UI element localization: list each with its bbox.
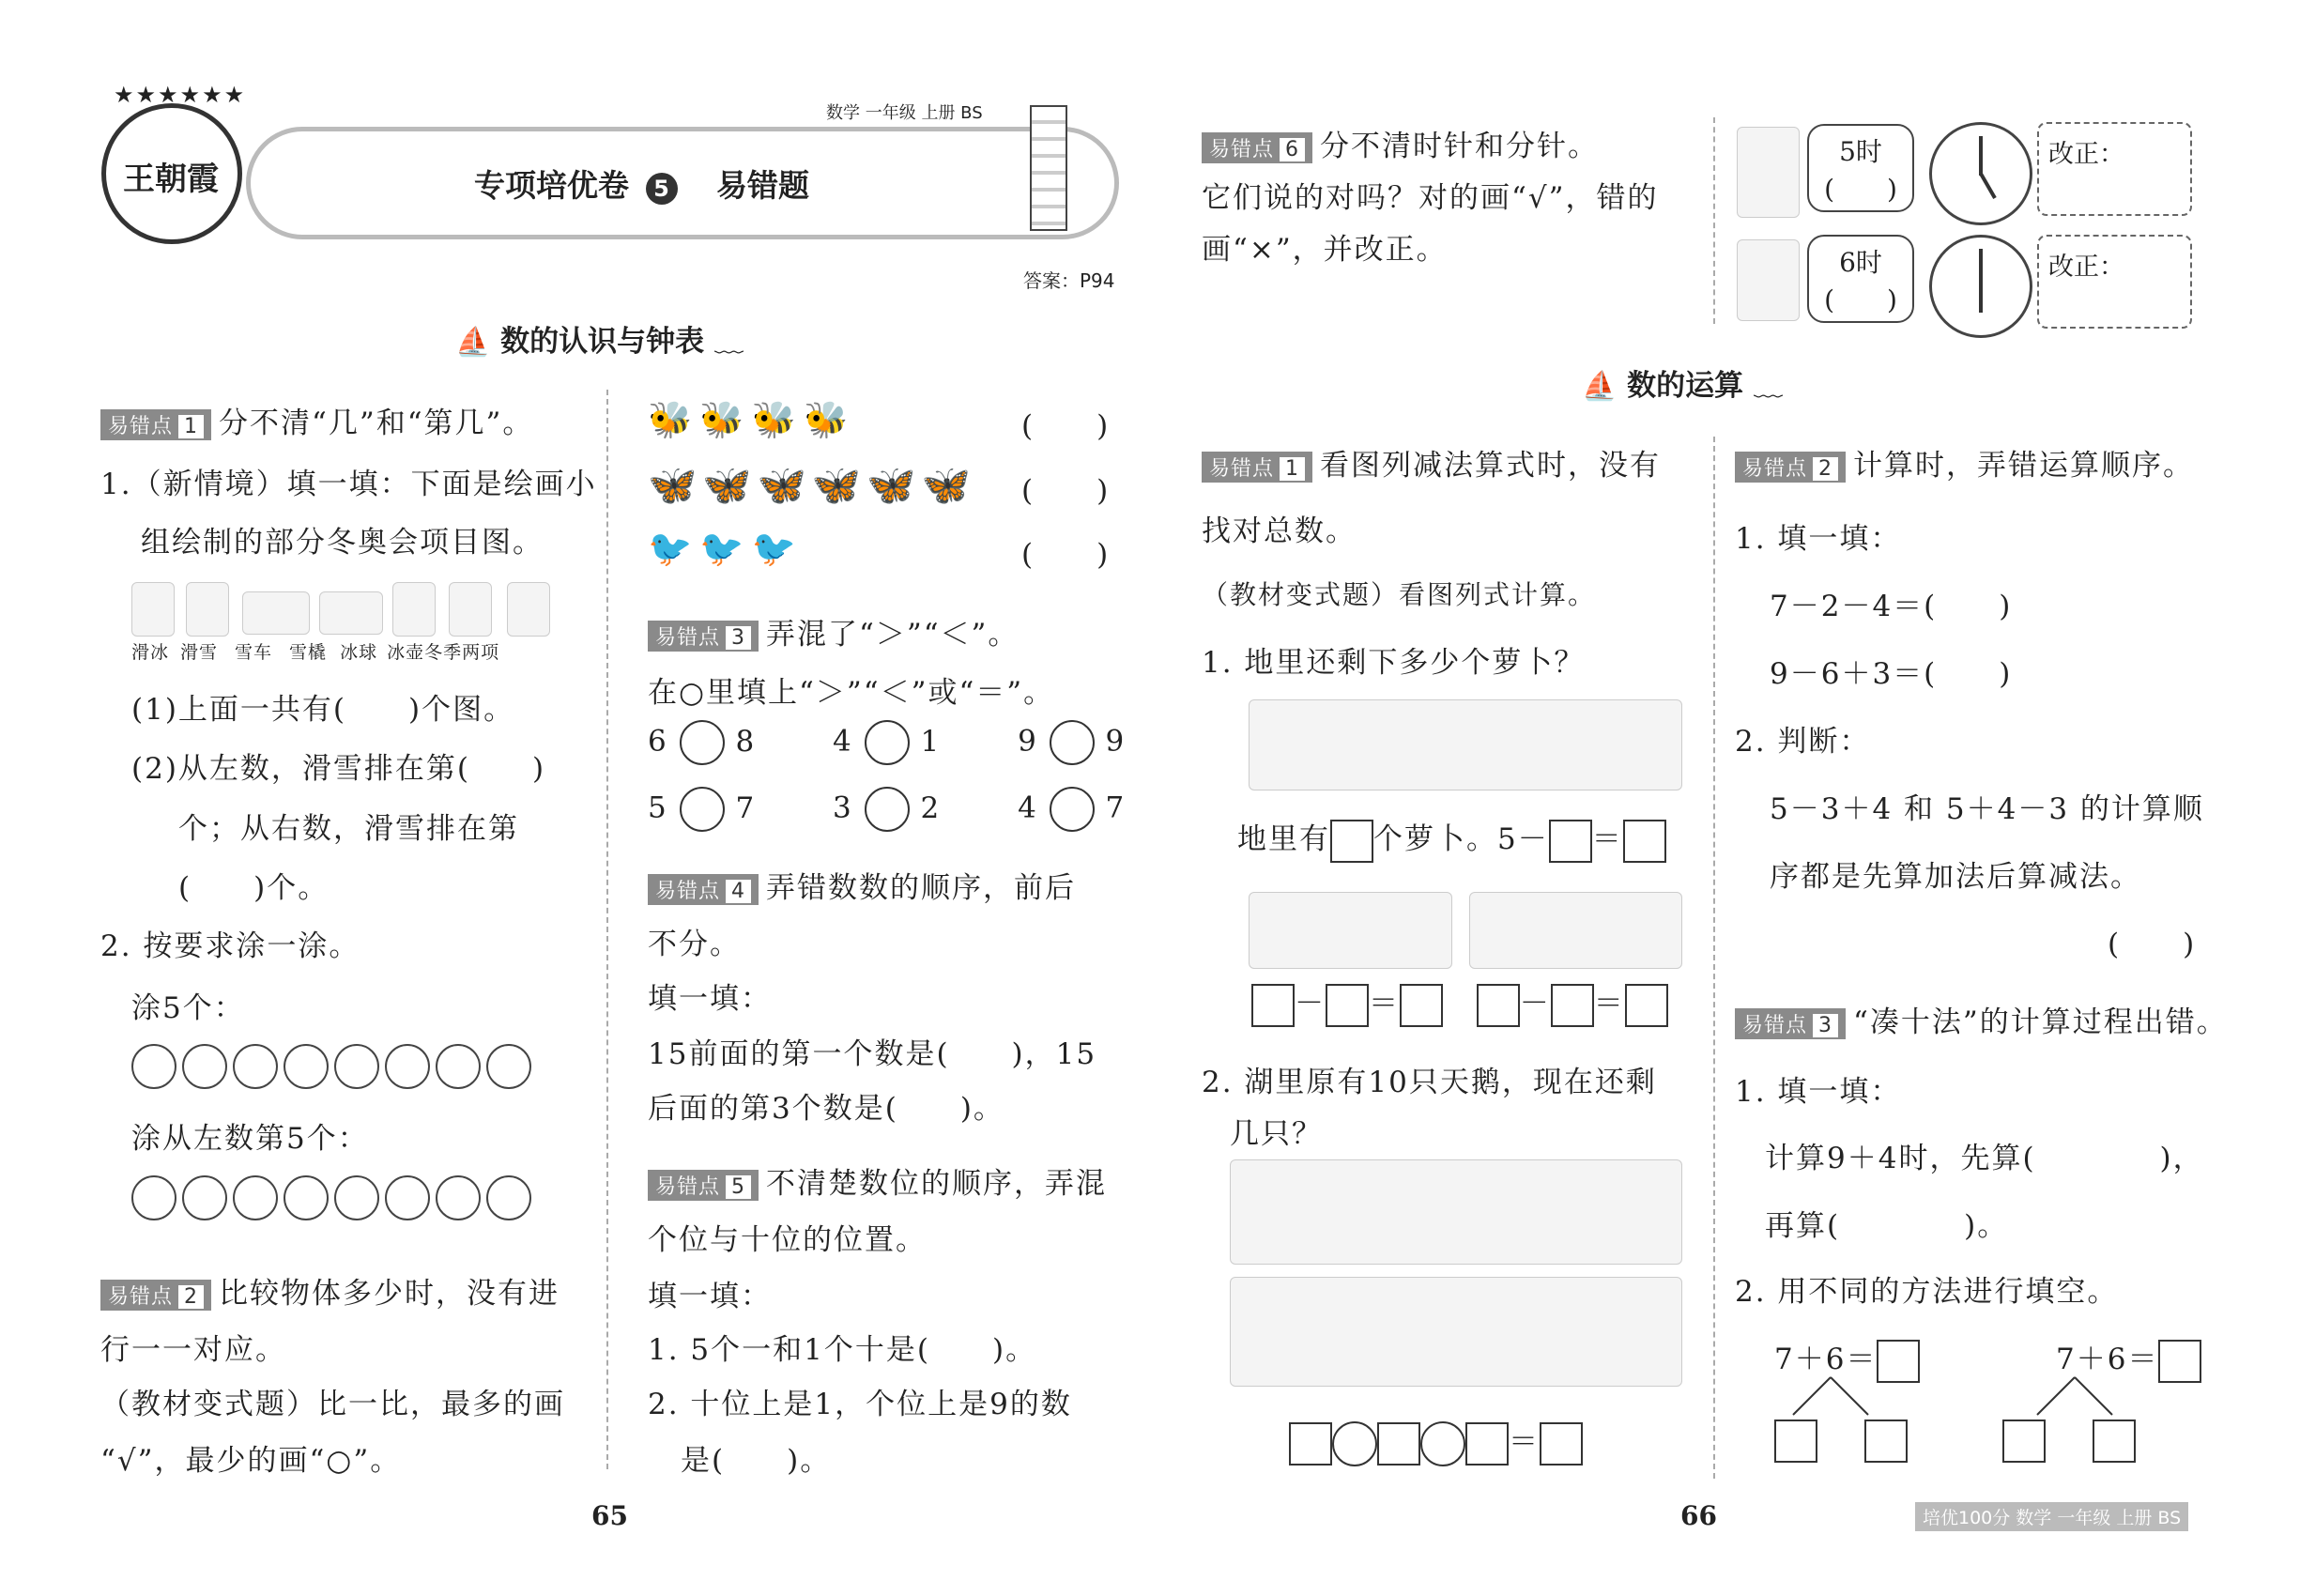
lighthouse-icon	[1030, 105, 1067, 231]
split-lines-1	[1765, 1375, 1896, 1418]
logo-text: 王朝霞	[123, 161, 219, 198]
e6-q2: 画“×”，并改正。	[1202, 233, 1448, 267]
page-title: 专项培优卷 5 易错题	[474, 167, 809, 204]
q2-b: 涂从左数第5个：	[131, 1122, 369, 1156]
e5-fill: 填一填：	[648, 1280, 772, 1313]
compare-row-2: 5 7 3 2 4 7	[648, 787, 1126, 832]
e2-question-2: “√”，最少的画“○”。	[100, 1444, 402, 1478]
error-point-tag-6: 易错点 6	[1202, 132, 1312, 163]
answer-paren-bees[interactable]: ( )	[1021, 409, 1111, 443]
q1-text-2: 组绘制的部分冬奥会项目图。	[141, 526, 544, 560]
q1-sub2-b: 个；从右数，滑雪排在第	[178, 812, 519, 846]
answer-ref: 答案：P94	[1023, 269, 1115, 292]
error-point-tag-r2: 易错点 2	[1735, 452, 1846, 483]
page-number-left: 65	[591, 1500, 628, 1531]
e5-q2: 2. 十位上是1，个位上是9的数	[648, 1388, 1072, 1421]
error-point-tag-1: 易错点 1	[100, 409, 211, 440]
error-point-tag-3: 易错点 3	[648, 621, 759, 652]
compare-row-1: 6 8 4 1 9 9	[648, 720, 1126, 765]
section-title-numbers: ⛵ 数的认识与钟表 ﹏	[455, 325, 744, 359]
q1-sub1: (1)上面一共有( )个图。	[131, 693, 515, 727]
error-point-tag-r3: 易错点 3	[1735, 1008, 1846, 1039]
rabbit-carrot-illustration-2	[1469, 892, 1682, 969]
error-point-tag-r1: 易错点 1	[1202, 452, 1312, 483]
sports-labels: 滑冰 滑雪 雪车 雪橇 冰球 冰壶冬季两项	[131, 642, 500, 663]
e5-text-2: 个位与十位的位置。	[648, 1223, 927, 1257]
e2-question: （教材变式题）比一比，最多的画	[100, 1388, 565, 1421]
e5-q3: 是( )。	[681, 1444, 832, 1478]
e2-text-2: 行一一对应。	[100, 1333, 286, 1367]
e6-q1: 它们说的对吗？对的画“√”，错的	[1202, 181, 1659, 215]
right-column-divider	[1713, 437, 1715, 1479]
r2-j1: 5－3＋4 和 5＋4－3 的计算顺	[1770, 792, 2204, 826]
r1-q2-b: 几只？	[1230, 1117, 1323, 1151]
logo-stars-icon: ★★★★★★	[114, 82, 247, 108]
logo	[101, 82, 247, 244]
r1-q1: 1. 地里还剩下多少个萝卜？	[1202, 646, 1586, 680]
r1-q1-equations: － ＝ － ＝	[1251, 979, 1668, 1027]
error-point-tag-2: 易错点 2	[100, 1280, 211, 1311]
r3-b: 再算( )。	[1765, 1209, 2009, 1243]
sailboat-icon: ⛵	[455, 326, 491, 359]
r3-expr-1: 7＋6＝	[1774, 1335, 1920, 1383]
e4-text-2: 不分。	[648, 928, 741, 961]
e5-q1: 1. 5个一和1个十是( )。	[648, 1333, 1037, 1367]
split-lines-2	[1995, 1375, 2126, 1418]
page-number-right: 66	[1680, 1500, 1717, 1531]
butterflies-illustration: 🦋🦋🦋🦋🦋🦋	[648, 462, 976, 508]
r2-j2: 序都是先算加法后算减法。	[1770, 860, 2141, 894]
clock-6-icon	[1929, 235, 2032, 338]
r3-q2: 2. 用不同的方法进行填空。	[1735, 1275, 2119, 1309]
r3-a: 计算9＋4时，先算( )，	[1765, 1142, 2204, 1175]
error-point-tag-4: 易错点 4	[648, 874, 759, 905]
rabbit-carrot-illustration-1	[1249, 892, 1452, 969]
r3-q1: 1. 填一填：	[1735, 1075, 1902, 1109]
left-column-divider	[606, 390, 608, 1469]
r2-q2: 2. 判断：	[1735, 725, 1871, 759]
bees-illustration: 🐝🐝🐝🐝	[648, 399, 856, 440]
r1-q1-answer-row: 地里有 个萝卜。5－ ＝	[1237, 815, 1666, 863]
sailboat-icon-2: ⛵	[1582, 370, 1618, 403]
title-number-badge: 5	[646, 173, 678, 205]
r2-judge-paren[interactable]: ( )	[2108, 928, 2197, 961]
footer-label: 培优100分 数学 一年级 上册 BS	[1915, 1502, 2188, 1531]
e4-fill: 填一填：	[648, 982, 772, 1016]
split-boxes-2[interactable]	[2002, 1420, 2136, 1463]
birds-illustration: 🐦🐦🐦	[648, 528, 804, 569]
r2-e2: 9－6＋3＝( )	[1770, 657, 2013, 691]
error-point-tag-5: 易错点 5	[648, 1170, 759, 1201]
fix-box-1[interactable]: 改正：	[2037, 122, 2192, 216]
e4-q1: 15前面的第一个数是( )，15	[648, 1037, 1097, 1071]
r2-e1: 7－2－4＝( )	[1770, 590, 2013, 623]
speech-bubble-2: 6时 ( )	[1807, 235, 1914, 323]
right-top-divider	[1713, 117, 1715, 324]
r2-q1: 1. 填一填：	[1735, 522, 1902, 556]
fix-box-2[interactable]: 改正：	[2037, 235, 2192, 329]
circle-row-1[interactable]	[131, 1044, 537, 1093]
r1-text-2: 找对总数。	[1202, 514, 1357, 548]
section-title-operations: ⛵ 数的运算 ﹏	[1582, 369, 1783, 403]
split-boxes-1[interactable]	[1774, 1420, 1908, 1463]
e3-question: 在○里填上“＞”“＜”或“＝”。	[648, 676, 1055, 710]
q2-a: 涂5个：	[131, 991, 245, 1025]
circle-row-2[interactable]	[131, 1175, 537, 1224]
clock-5-icon	[1929, 122, 2032, 225]
speech-bubble-1: 5时 ( )	[1807, 124, 1914, 212]
bubble-answer-paren-2[interactable]: ( )	[1824, 284, 1897, 315]
e4-q2: 后面的第3个数是( )。	[648, 1092, 1004, 1126]
answer-paren-butterflies[interactable]: ( )	[1021, 474, 1111, 508]
r1-q2-equation: ＝	[1289, 1418, 1583, 1466]
r1-q2: 2. 湖里原有10只天鹅，现在还剩	[1202, 1066, 1657, 1099]
q1-text: 1.（新情境）填一填：下面是绘画小	[100, 468, 597, 501]
swans-lake-illustration-1	[1230, 1159, 1682, 1265]
answer-paren-birds[interactable]: ( )	[1021, 538, 1111, 572]
subject-label: 数学 一年级 上册 BS	[826, 103, 983, 123]
swans-lake-illustration-2	[1230, 1277, 1682, 1387]
dog-illustration	[1737, 239, 1800, 321]
r1-question: （教材变式题）看图列式计算。	[1202, 579, 1597, 610]
q1-sub2: (2)从左数，滑雪排在第( )	[131, 752, 546, 786]
bubble-answer-paren-1[interactable]: ( )	[1824, 174, 1897, 205]
rabbit-illustration	[1737, 127, 1800, 218]
q1-sub2-c: ( )个。	[178, 871, 330, 905]
r3-expr-2: 7＋6＝	[2056, 1335, 2201, 1383]
q2-text: 2. 按要求涂一涂。	[100, 929, 360, 963]
carrots-field-illustration	[1249, 699, 1682, 790]
